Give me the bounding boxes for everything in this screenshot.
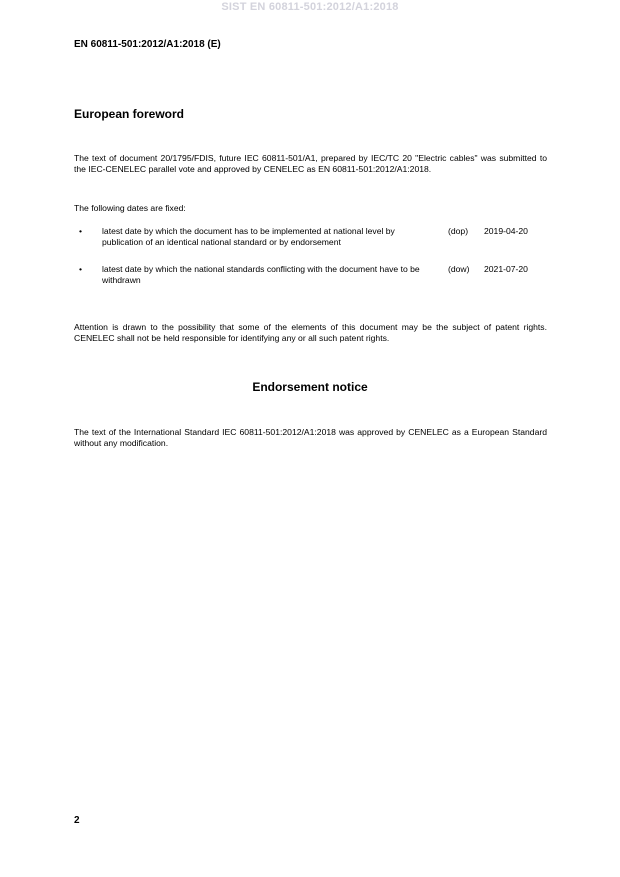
dates-intro-paragraph: The following dates are fixed:	[74, 203, 186, 213]
date-item-text: latest date by which the document has to be implemented at national level by publication of an identical national standard or by endorsement	[102, 226, 395, 247]
document-id-header: EN 60811-501:2012/A1:2018 (E)	[74, 39, 221, 50]
endorsement-title: Endorsement notice	[252, 380, 368, 394]
foreword-title: European foreword	[74, 107, 185, 121]
patent-attention-paragraph: Attention is drawn to the possibility that some of the elements of this document may be the subject of patent rights. CENELEC shall not be held responsible for identifying any or all such patent rights.	[74, 322, 547, 343]
date-item-code: (dow)	[448, 264, 470, 274]
endorsement-paragraph: The text of the International Standard IEC 60811-501:2012/A1:2018 was approved by CENELEC as a European Standard without any modification.	[74, 427, 547, 448]
date-item-code: (dop)	[448, 226, 469, 236]
date-item-value: 2021-07-20	[484, 264, 528, 274]
bullet-icon: •	[79, 226, 83, 236]
date-item-text: latest date by which the national standards conflicting with the document have to be withdrawn	[102, 264, 420, 285]
watermark: SIST EN 60811-501:2012/A1:2018	[221, 1, 399, 13]
foreword-intro-paragraph: The text of document 20/1795/FDIS, future IEC 60811-501/A1, prepared by IEC/TC 20 "Electric cables" was submitted to the IEC-CENELEC parallel vote and approved by CENELEC as EN 60811-501:2012/A1:2018.	[74, 153, 547, 174]
page-number: 2	[74, 815, 80, 826]
date-item-value: 2019-04-20	[484, 226, 528, 236]
bullet-icon: •	[79, 264, 83, 274]
